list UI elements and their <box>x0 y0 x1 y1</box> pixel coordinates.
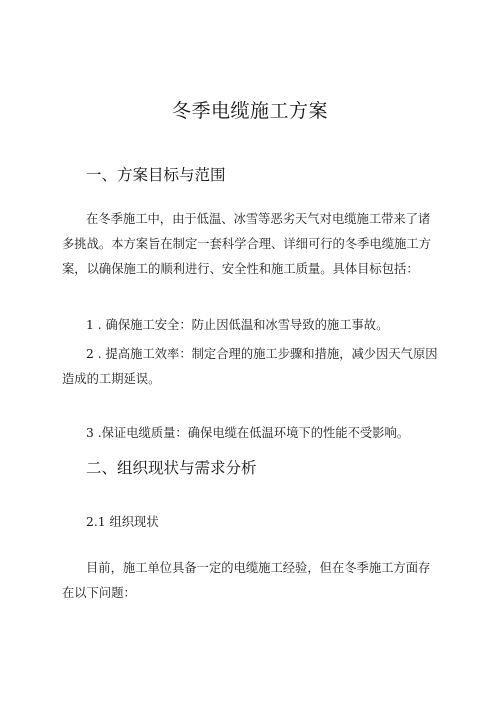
goal-line: 2 . 提高施工效率：制定合理的施工步骤和措施，减少因天气原因 <box>86 347 438 361</box>
goal-item-1 <box>86 313 416 338</box>
paragraph-line: 目前，施工单位具备一定的电缆施工经验，但在冬季施工方面存 <box>86 561 431 575</box>
goal-line: 1 . 确保施工安全：防止因低温和冰雪导致的施工事故。 <box>86 318 389 332</box>
section-1-heading: 一、方案目标与范围 <box>86 166 226 184</box>
paragraph-line: 在以下问题： <box>62 586 136 600</box>
section-2-paragraph <box>62 556 431 606</box>
goal-line: 3 .保证电缆质量：确保电缆在低温环境下的性能不受影响。 <box>86 426 410 440</box>
goal-line: 造成的工期延误。 <box>62 372 161 386</box>
subsection-2-1-heading: 2.1 组织现状 <box>86 515 159 529</box>
document-title: 冬季电缆施工方案 <box>171 100 328 122</box>
paragraph-line: 在冬季施工中，由于低温、冰雪等恶劣天气对电缆施工带来了诸 <box>86 212 431 226</box>
paragraph-line: 案，以确保施工的顺利进行、安全性和施工质量。具体目标包括： <box>62 262 419 276</box>
goal-item-2 <box>62 342 438 392</box>
section-1-intro-paragraph <box>62 207 431 282</box>
section-2-heading: 二、组织现状与需求分析 <box>86 459 257 477</box>
paragraph-line: 多挑战。本方案旨在制定一套科学合理、详细可行的冬季电缆施工方 <box>62 237 431 251</box>
goal-item-3 <box>86 421 416 446</box>
